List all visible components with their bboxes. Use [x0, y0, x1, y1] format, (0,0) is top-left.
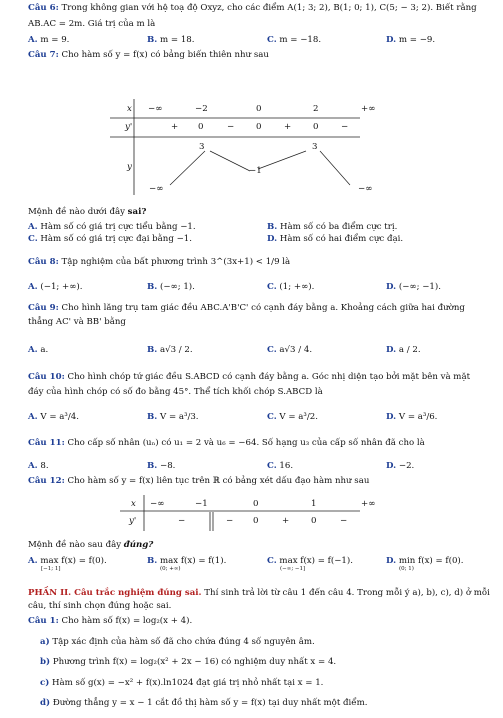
q6-option-d [386, 35, 435, 46]
p1-label: Câu 1: [28, 616, 59, 626]
q9-stem-2: thẳng AC' và BB' bằng [28, 317, 126, 327]
q10-label: Câu 10: [28, 372, 65, 382]
q12-x-value: −1 [195, 499, 208, 509]
q11-text: Cho cấp số nhân (uₙ) có u₁ = 2 và u₆ = −64. Số hạng u₃ của cấp số nhân đã cho là [67, 438, 425, 448]
q12-sign: − [226, 516, 234, 526]
q7-sign: − [227, 122, 235, 132]
q9-option-c [267, 345, 312, 356]
q7-sign: + [284, 122, 292, 132]
q7-y-value: 3 [199, 142, 205, 152]
q7-y-header: y [127, 162, 132, 172]
p1-statement-a [40, 637, 315, 648]
q12-sign: 0 [311, 516, 317, 526]
q12-a-text: max f(x) = f(0). [40, 556, 107, 566]
q11-d-text: −2. [398, 461, 415, 471]
q10-text: Cho hình chóp tứ giác đều S.ABCD có cạnh đáy bằng a. Góc nhị diện tạo bởi mặt bên và mặt [67, 372, 471, 382]
p1-b-letter: b) [40, 657, 51, 667]
q6-text: Trong không gian với hệ toạ độ Oxyz, cho các điểm A(1; 3; 2), B(1; 0; 1), C(5; − 3; 2). Biết rằng [61, 3, 477, 13]
q10-option-c [267, 412, 318, 423]
p1-stem [28, 616, 192, 627]
q11-option-b [147, 461, 175, 472]
q6-option-c [267, 35, 321, 46]
q8-c-letter: C. [267, 282, 277, 292]
q6-b-text: m = 18. [160, 35, 195, 45]
q7-sign: 0 [313, 122, 319, 132]
q12-yp-header: y' [129, 516, 137, 526]
q9-a-text: a. [40, 345, 49, 355]
q7-x-header: x [127, 104, 132, 114]
p1-d-letter: d) [40, 698, 51, 708]
q11-c-text: 16. [279, 461, 294, 471]
q10-option-b [147, 412, 199, 423]
q6-stem-2: AB.AC = 2m. Giá trị của m là [28, 19, 156, 29]
q7-sign: + [171, 122, 179, 132]
q6-d-text: m = −9. [398, 35, 436, 45]
p1-a-text: Tập xác định của hàm số đã cho chứa đúng 4 số nguyên âm. [52, 637, 315, 647]
q11-stem [28, 438, 425, 449]
q6-stem [28, 3, 477, 14]
q11-d-letter: D. [386, 461, 397, 471]
q12-c-text: max f(x) = f(−1). [279, 556, 353, 566]
q9-a-letter: A. [28, 345, 38, 355]
q12-x-value: 0 [253, 499, 259, 509]
q12-sign: − [178, 516, 186, 526]
q7-x-value: −2 [195, 104, 208, 114]
part2-text-2: câu, thí sinh chọn đúng hoặc sai. [28, 601, 172, 611]
q9-b-letter: B. [147, 345, 158, 355]
q12-sign: 0 [253, 516, 259, 526]
q11-option-a [28, 461, 49, 472]
p1-c-text: Hàm số g(x) = −x² + f(x).ln1024 đạt giá trị nhỏ nhất tại x = 1. [52, 678, 324, 688]
q12-c-sub: (−∞; −1] [280, 566, 306, 572]
q7-b-letter: B. [267, 222, 278, 232]
q12-x-value: −∞ [150, 499, 165, 509]
q6-label: Câu 6: [28, 3, 59, 13]
q12-ask [28, 540, 153, 551]
p1-b-text: Phương trình f(x) = log₂(x² + 2x − 16) có nghiệm duy nhất x = 4. [52, 657, 337, 667]
q6-c-text: m = −18. [279, 35, 322, 45]
q7-x-value: 2 [313, 104, 319, 114]
part2-text: Thí sinh trả lời từ câu 1 đến câu 4. Trong mỗi ý a), b), c), d) ở mỗi [204, 588, 490, 598]
p1-statement-c [40, 678, 323, 689]
q9-option-b [147, 345, 193, 356]
q12-label: Câu 12: [28, 476, 65, 486]
q9-d-text: a / 2. [398, 345, 421, 355]
q12-b-sub: (0; +∞) [160, 566, 181, 572]
p1-a-letter: a) [40, 637, 50, 647]
q7-sign: 0 [256, 122, 262, 132]
q12-x-value: 1 [311, 499, 317, 509]
q11-option-c [267, 461, 293, 472]
q7-x-value: −∞ [148, 104, 163, 114]
q11-label: Câu 11: [28, 438, 65, 448]
q8-a-text: (−1; +∞). [40, 282, 83, 292]
q10-d-text: V = a³/6. [398, 412, 438, 422]
q6-c-letter: C. [267, 35, 277, 45]
q7-c-letter: C. [28, 234, 38, 244]
q12-x-header: x [131, 499, 136, 509]
q10-b-letter: B. [147, 412, 158, 422]
q7-a-text: Hàm số có giá trị cực tiểu bằng −1. [40, 222, 196, 232]
q9-b-text: a√3 / 2. [160, 345, 193, 355]
q7-sign: 0 [198, 122, 204, 132]
q7-label: Câu 7: [28, 50, 59, 60]
q7-y-value: −1 [249, 166, 262, 176]
q7-c-text: Hàm số có giá trị cực đại bằng −1. [40, 234, 192, 244]
q7-y-value: −∞ [149, 184, 164, 194]
q12-a-sub: [−1; 1] [41, 566, 61, 572]
q8-option-b [147, 282, 195, 293]
q7-option-a [28, 222, 196, 233]
q9-c-text: a√3 / 4. [279, 345, 313, 355]
q9-c-letter: C. [267, 345, 277, 355]
q12-ask-emphasis: đúng? [123, 540, 154, 550]
q7-yp-header: y' [125, 122, 133, 132]
q7-x-value: 0 [256, 104, 262, 114]
q9-label: Câu 9: [28, 303, 59, 313]
q7-d-letter: D. [267, 234, 278, 244]
q8-d-letter: D. [386, 282, 397, 292]
q9-option-a [28, 345, 48, 356]
q8-option-d [386, 282, 441, 293]
q8-d-text: (−∞; −1). [398, 282, 441, 292]
q9-text: Cho hình lăng trụ tam giác đều ABC.A'B'C' có cạnh đáy bằng a. Khoảng cách giữa hai đường [61, 303, 465, 313]
q8-label: Câu 8: [28, 257, 59, 267]
q12-stem [28, 476, 369, 487]
q7-ask-emphasis: sai? [127, 207, 147, 217]
q7-a-letter: A. [28, 222, 38, 232]
q11-a-text: 8. [40, 461, 49, 471]
q12-option-d [386, 556, 464, 567]
q7-y-value: −∞ [358, 184, 373, 194]
q10-stem [28, 372, 470, 383]
q12-c-letter: C. [267, 556, 277, 566]
q12-text: Cho hàm số y = f(x) liên tục trên ℝ có bảng xét dấu đạo hàm như sau [67, 476, 370, 486]
q7-d-text: Hàm số có hai điểm cực đại. [279, 234, 404, 244]
q9-d-letter: D. [386, 345, 397, 355]
q6-d-letter: D. [386, 35, 397, 45]
q11-b-text: −8. [160, 461, 176, 471]
q10-stem-2: đáy của hình chóp có số đo bằng 45°. Thể tích khối chóp S.ABCD là [28, 387, 323, 397]
q9-option-d [386, 345, 421, 356]
q10-b-text: V = a³/3. [160, 412, 199, 422]
q8-c-text: (1; +∞). [279, 282, 315, 292]
q10-c-letter: C. [267, 412, 277, 422]
q12-b-letter: B. [147, 556, 158, 566]
q11-a-letter: A. [28, 461, 38, 471]
part2-heading [28, 588, 490, 599]
q7-y-value: 3 [312, 142, 318, 152]
q7-ask [28, 207, 146, 218]
q12-option-a [28, 556, 107, 567]
q12-d-letter: D. [386, 556, 397, 566]
q7-x-value: +∞ [361, 104, 376, 114]
q8-b-text: (−∞; 1). [160, 282, 195, 292]
q12-sign: − [340, 516, 348, 526]
q12-option-b [147, 556, 226, 567]
q8-option-c [267, 282, 314, 293]
q6-a-letter: A. [28, 35, 38, 45]
q7-ask-text: Mệnh đề nào dưới đây [28, 207, 128, 217]
q11-option-d [386, 461, 414, 472]
q10-d-letter: D. [386, 412, 397, 422]
q11-b-letter: B. [147, 461, 158, 471]
q10-a-letter: A. [28, 412, 38, 422]
q12-x-value: +∞ [361, 499, 376, 509]
q12-d-text: min f(x) = f(0). [398, 556, 464, 566]
q8-option-a [28, 282, 83, 293]
q11-c-letter: C. [267, 461, 277, 471]
p1-statement-d [40, 698, 367, 709]
part2-title: PHẦN II. Câu trắc nghiệm đúng sai. [28, 588, 202, 598]
q8-a-letter: A. [28, 282, 38, 292]
q6-a-text: m = 9. [40, 35, 70, 45]
q7-option-c [28, 234, 192, 245]
q12-a-letter: A. [28, 556, 38, 566]
q10-a-text: V = a³/4. [40, 412, 79, 422]
q7-option-b [267, 222, 397, 233]
q7-sign: − [341, 122, 349, 132]
q7-text: Cho hàm số y = f(x) có bảng biến thiên như sau [61, 50, 269, 60]
q7-stem [28, 50, 269, 61]
q8-stem [28, 257, 290, 268]
q12-d-sub: (0; 1) [399, 566, 414, 572]
q7-b-text: Hàm số có ba điểm cực trị. [280, 222, 398, 232]
q8-b-letter: B. [147, 282, 158, 292]
q12-b-text: max f(x) = f(1). [160, 556, 227, 566]
q9-stem [28, 303, 465, 314]
p1-d-text: Đường thẳng y = x − 1 cắt đồ thị hàm số y = f(x) tại duy nhất một điểm. [52, 698, 368, 708]
q8-text: Tập nghiệm của bất phương trình 3^(3x+1) < 1/9 là [61, 257, 291, 267]
q10-option-a [28, 412, 79, 423]
q6-option-b [147, 35, 194, 46]
q12-sign: + [282, 516, 290, 526]
q7-option-d [267, 234, 403, 245]
q10-c-text: V = a³/2. [279, 412, 318, 422]
p1-text: Cho hàm số f(x) = log₂(x + 4). [61, 616, 193, 626]
p1-statement-b [40, 657, 336, 668]
q6-option-a [28, 35, 69, 46]
q10-option-d [386, 412, 437, 423]
q6-b-letter: B. [147, 35, 158, 45]
p1-c-letter: c) [40, 678, 50, 688]
q12-ask-text: Mệnh đề nào sau đây [28, 540, 124, 550]
